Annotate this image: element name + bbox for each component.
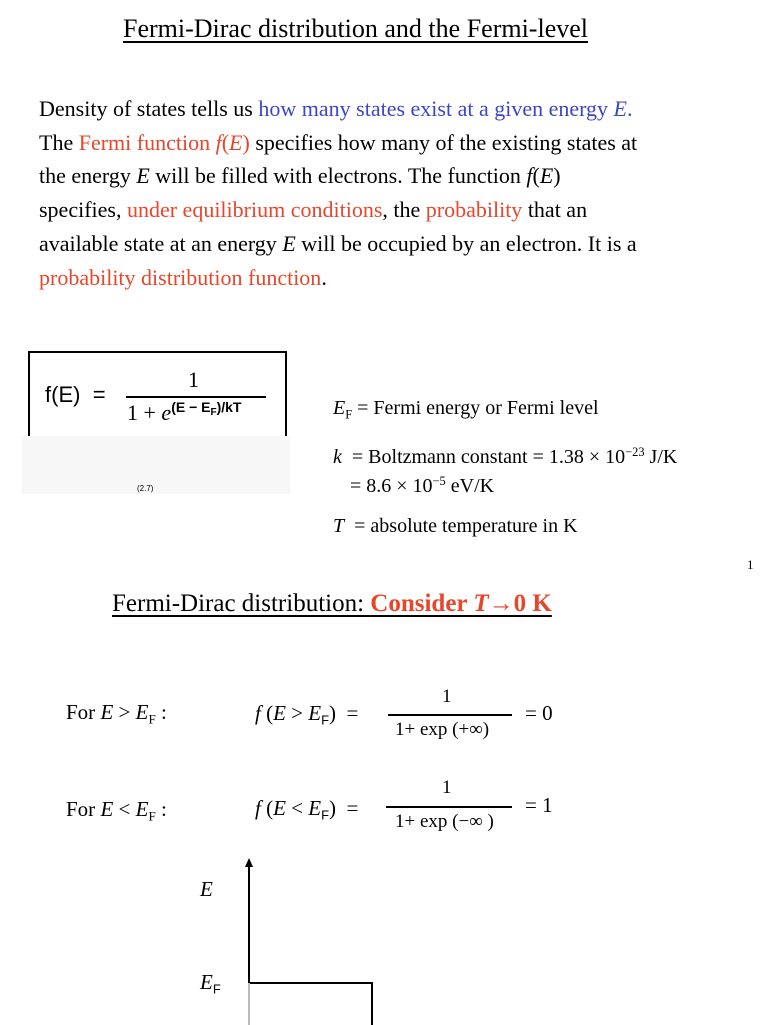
page-number: 1: [747, 557, 754, 572]
case1-fraction-bar: [388, 714, 512, 716]
symbol-e: E: [308, 701, 322, 725]
text: = Boltzmann constant = 1.38 × 10: [346, 445, 626, 468]
text: ): [329, 701, 337, 725]
text: Consider: [370, 590, 474, 617]
case2-label: [66, 797, 167, 825]
text: J/K: [644, 445, 678, 468]
text: )/kT: [216, 399, 242, 415]
text: eV/K: [445, 474, 495, 497]
text: Density of states tells us: [39, 96, 259, 121]
text: :: [155, 797, 167, 821]
symbol-e: E: [136, 163, 150, 189]
text: <: [113, 797, 136, 821]
text: 1 +: [127, 400, 162, 425]
symbol-e: E: [100, 797, 114, 821]
text: .: [321, 264, 327, 290]
fermi-step-plot: [230, 855, 390, 1025]
symbol-f: f: [255, 796, 261, 820]
symbol-e: E: [200, 970, 213, 994]
symbol-e: E: [229, 129, 243, 155]
highlight-consider: [370, 590, 552, 617]
legend-boltzmann-1: [333, 445, 677, 469]
text: will be filled with electrons. The function: [149, 163, 527, 189]
text: >: [113, 700, 136, 724]
subscript: F: [345, 407, 353, 422]
text: For: [66, 797, 101, 821]
slide2-title: [112, 590, 552, 618]
text: ): [329, 796, 337, 820]
highlight-distribution-function: probability distribution function: [39, 264, 322, 290]
text: specifies how many of the existing states at: [249, 129, 638, 155]
text: = 8.6 × 10: [350, 474, 433, 497]
highlight-probability: probability: [425, 197, 523, 223]
symbol-t: T: [473, 590, 489, 617]
text: (: [260, 701, 274, 725]
text: , the: [382, 197, 426, 223]
text: how many states exist at a given energy: [258, 96, 614, 121]
text: =: [346, 701, 359, 725]
exponent: [171, 399, 242, 418]
equation-number: (2.7): [137, 484, 154, 493]
subscript: F: [148, 808, 156, 824]
superscript: −23: [625, 445, 645, 459]
text: = absolute temperature in K: [349, 515, 578, 537]
text: =: [92, 382, 106, 407]
text: the energy: [39, 163, 137, 189]
text: The: [39, 129, 79, 155]
symbol-ef: E: [333, 397, 346, 419]
text: Fermi function: [78, 129, 216, 155]
case2-numerator: 1: [442, 777, 452, 798]
text: Fermi-Dirac distribution:: [112, 590, 371, 617]
symbol-e: E: [273, 796, 286, 820]
symbol-e: E: [282, 230, 296, 256]
case2-result: = 1: [525, 793, 553, 817]
subscript: F: [321, 712, 330, 728]
symbol-e: E: [273, 701, 286, 725]
text: will be occupied by an electron. It is a: [295, 230, 637, 256]
case2-fraction-bar: [386, 806, 512, 808]
case2-lhs: [255, 796, 358, 823]
highlight-fermi-function: [79, 130, 250, 155]
case1-denominator: 1+ exp (+∞): [395, 719, 490, 740]
equation-tag-area: [22, 436, 290, 494]
text: 0 K: [513, 590, 552, 617]
arrow-icon: →: [488, 590, 514, 617]
legend-temperature: [333, 515, 578, 538]
symbol-e: e: [161, 400, 172, 425]
para-line-2: [39, 126, 739, 160]
text: :: [155, 700, 167, 724]
legend-boltzmann-2: [350, 474, 494, 498]
superscript: −5: [432, 474, 446, 488]
text: (: [532, 163, 540, 189]
symbol-e: E: [613, 96, 627, 121]
text: (: [260, 796, 274, 820]
text: <: [285, 796, 309, 820]
case1-result: = 0: [525, 701, 553, 725]
fraction-bar: [126, 396, 266, 398]
plot-ef-label: [200, 970, 221, 997]
symbol-e: E: [539, 163, 554, 189]
case2-denominator: 1+ exp (−∞ ): [395, 811, 494, 832]
highlight-equilibrium: under equilibrium conditions: [126, 197, 383, 223]
slide1-title: Fermi-Dirac distribution and the Fermi-level: [123, 14, 588, 43]
symbol-f: f: [215, 129, 222, 155]
text: (: [221, 129, 230, 155]
formula-denominator: [127, 399, 241, 426]
formula-numerator: 1: [188, 367, 199, 392]
text: For: [66, 700, 101, 724]
case1-lhs: [255, 701, 358, 728]
step-function-line: [249, 983, 372, 1025]
symbol-f: f: [255, 701, 261, 725]
case1-label: [66, 700, 167, 728]
intro-paragraph: [39, 92, 739, 294]
text: =: [346, 796, 359, 820]
subscript: F: [210, 407, 217, 418]
text: >: [285, 701, 309, 725]
text: = Fermi energy or Fermi level: [352, 397, 599, 419]
text: ): [553, 163, 561, 189]
text: specifies,: [39, 197, 127, 223]
formula-lhs: [45, 382, 106, 408]
symbol-e: E: [135, 797, 149, 821]
para-line-6: [39, 261, 739, 295]
text: available state at an energy: [39, 230, 283, 256]
para-line-1: [39, 92, 739, 126]
symbol-e: E: [308, 796, 322, 820]
fermi-function-formula-box: [28, 351, 287, 439]
symbol-k: k: [333, 445, 342, 468]
plot-y-label: E: [200, 877, 213, 901]
subscript: F: [212, 981, 221, 997]
case1-numerator: 1: [442, 686, 452, 707]
text: (E − E: [171, 399, 211, 415]
para-line-3: [39, 159, 739, 193]
text: ): [242, 129, 250, 155]
text: .: [627, 96, 633, 121]
text: f(E): [45, 382, 81, 407]
symbol-t: T: [333, 515, 345, 537]
para-line-5: [39, 227, 739, 261]
para-line-4: [39, 193, 739, 227]
symbol-e: E: [100, 700, 114, 724]
symbol-f: f: [526, 163, 533, 189]
legend-fermi-energy: [333, 397, 599, 422]
symbol-e: E: [135, 700, 149, 724]
text: that an: [522, 197, 588, 223]
y-axis-arrow-icon: [245, 858, 253, 867]
subscript: F: [148, 711, 156, 727]
subscript: F: [321, 807, 330, 823]
highlight-how-many-states: [258, 96, 632, 121]
